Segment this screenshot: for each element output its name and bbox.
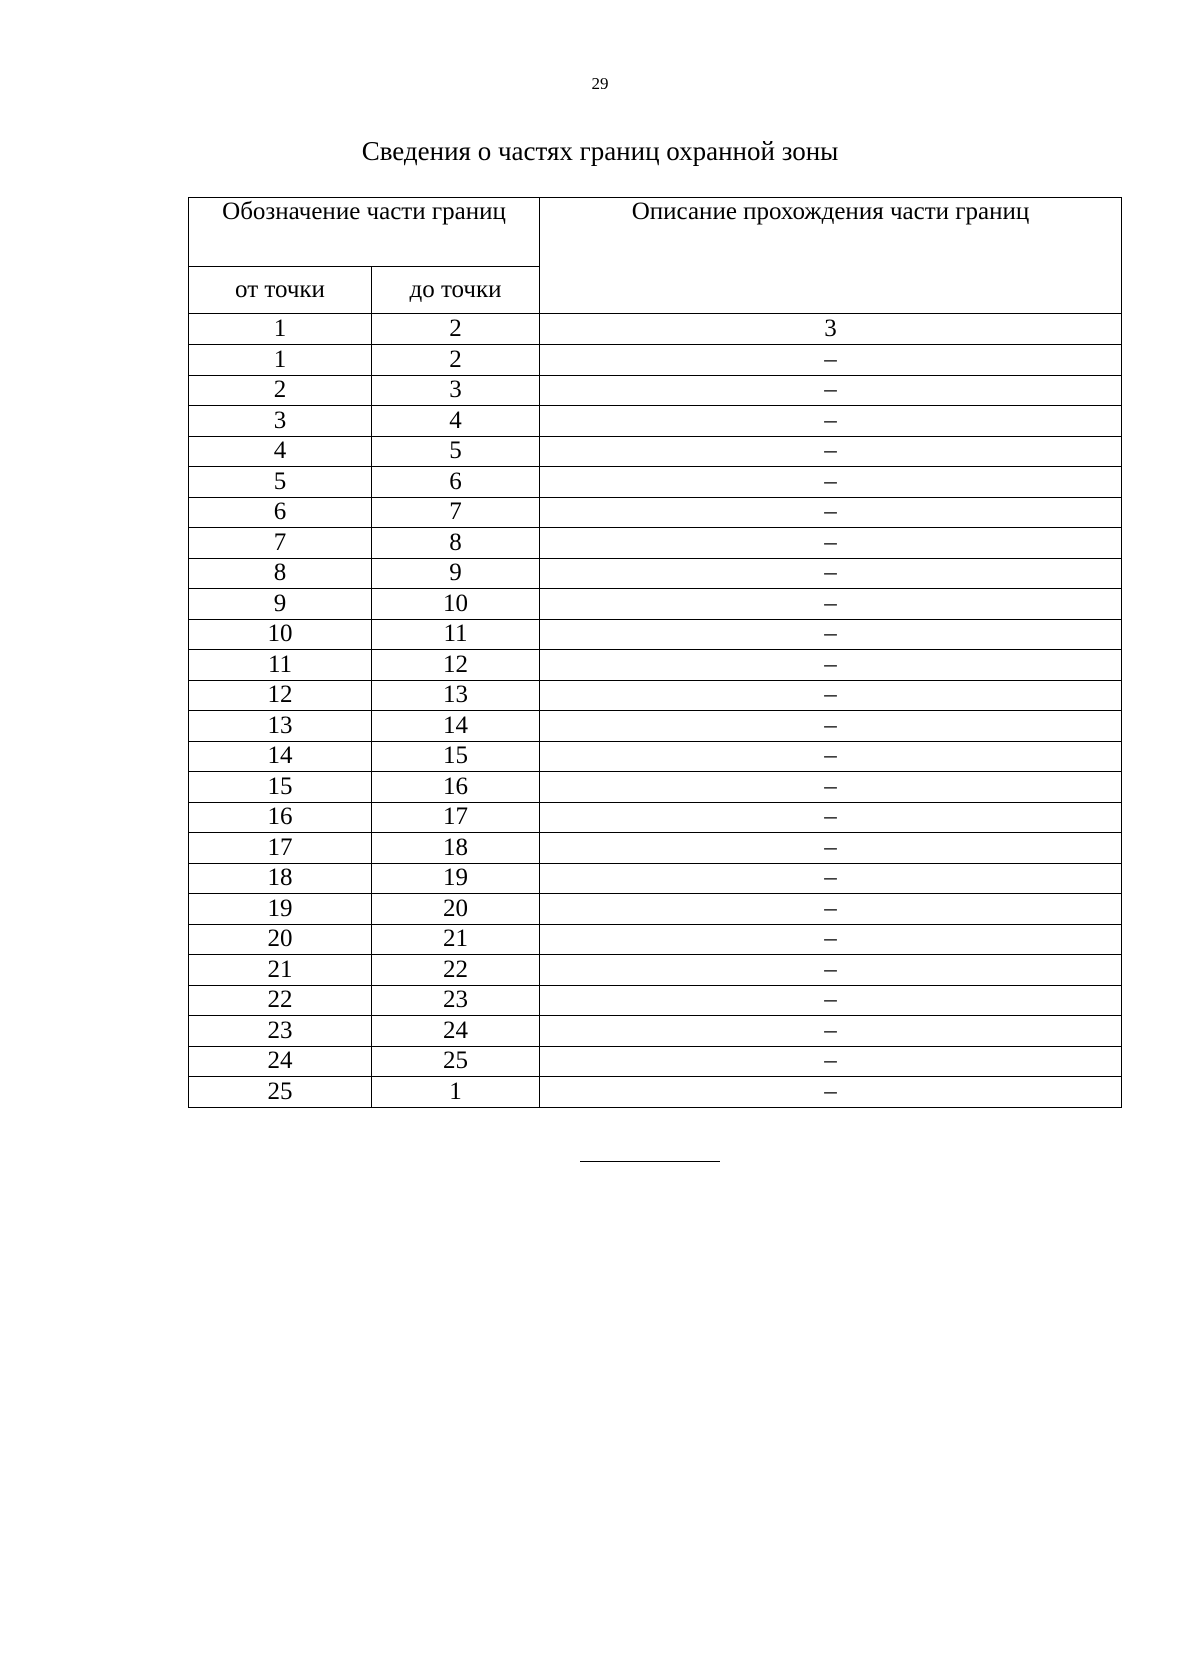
- cell-to: 15: [372, 741, 540, 772]
- cell-desc: –: [540, 375, 1122, 406]
- cell-desc: –: [540, 406, 1122, 437]
- table-row: [189, 589, 1122, 620]
- cell-to: 4: [372, 406, 540, 437]
- cell-to: 19: [372, 863, 540, 894]
- cell-to: 8: [372, 528, 540, 559]
- cell-from: 1: [189, 345, 372, 376]
- cell-from: 18: [189, 863, 372, 894]
- cell-to: 7: [372, 497, 540, 528]
- cell-to: 25: [372, 1046, 540, 1077]
- cell-desc: –: [540, 1046, 1122, 1077]
- cell-desc: –: [540, 528, 1122, 559]
- table-row: [189, 436, 1122, 467]
- table-row: [189, 528, 1122, 559]
- cell-desc: –: [540, 894, 1122, 925]
- header-boundary-designation: Обозначение части границ: [189, 198, 540, 267]
- cell-desc: –: [540, 985, 1122, 1016]
- cell-from: 17: [189, 833, 372, 864]
- cell-desc: –: [540, 589, 1122, 620]
- table-row: [189, 1077, 1122, 1108]
- table-row: [189, 924, 1122, 955]
- table-row: [189, 375, 1122, 406]
- table-row: [189, 406, 1122, 437]
- cell-desc: –: [540, 802, 1122, 833]
- cell-from: 4: [189, 436, 372, 467]
- cell-from: 22: [189, 985, 372, 1016]
- table-row: [189, 497, 1122, 528]
- cell-to: 13: [372, 680, 540, 711]
- table-body: [189, 314, 1122, 1108]
- cell-desc: –: [540, 436, 1122, 467]
- cell-desc: –: [540, 1016, 1122, 1047]
- cell-from: 21: [189, 955, 372, 986]
- table-row: [189, 711, 1122, 742]
- cell-desc: –: [540, 955, 1122, 986]
- cell-desc: –: [540, 772, 1122, 803]
- table-row: [189, 467, 1122, 498]
- cell-to: 24: [372, 1016, 540, 1047]
- cell-to: 11: [372, 619, 540, 650]
- cell-to: 10: [372, 589, 540, 620]
- cell-to: 1: [372, 1077, 540, 1108]
- cell-from: 12: [189, 680, 372, 711]
- cell-to: 20: [372, 894, 540, 925]
- table-row: [189, 680, 1122, 711]
- cell-desc: –: [540, 650, 1122, 681]
- cell-from: 3: [189, 406, 372, 437]
- cell-to: 23: [372, 985, 540, 1016]
- cell-from: 15: [189, 772, 372, 803]
- page-number: 29: [591, 74, 609, 93]
- cell-desc: –: [540, 741, 1122, 772]
- table-row: [189, 863, 1122, 894]
- table-row: [189, 619, 1122, 650]
- cell-to: 16: [372, 772, 540, 803]
- cell-to: 9: [372, 558, 540, 589]
- table-row: [189, 741, 1122, 772]
- table-row: [189, 345, 1122, 376]
- cell-to: 12: [372, 650, 540, 681]
- closing-divider: [580, 1161, 720, 1162]
- cell-to: 22: [372, 955, 540, 986]
- table-row: [189, 1016, 1122, 1047]
- cell-desc: –: [540, 619, 1122, 650]
- table-row: [189, 1046, 1122, 1077]
- cell-desc: –: [540, 924, 1122, 955]
- cell-desc: –: [540, 863, 1122, 894]
- cell-from: 8: [189, 558, 372, 589]
- cell-to: 2: [372, 345, 540, 376]
- cell-desc: –: [540, 680, 1122, 711]
- cell-from: 14: [189, 741, 372, 772]
- cell-desc: –: [540, 558, 1122, 589]
- table-row: [189, 558, 1122, 589]
- table-row: [189, 650, 1122, 681]
- cell-from: 11: [189, 650, 372, 681]
- header-to-point: до точки: [372, 267, 540, 314]
- table-row: [189, 955, 1122, 986]
- cell-desc: –: [540, 1077, 1122, 1108]
- table-row: [189, 833, 1122, 864]
- cell-from: 5: [189, 467, 372, 498]
- header-from-point: от точки: [189, 267, 372, 314]
- cell-to: 18: [372, 833, 540, 864]
- cell-from: 10: [189, 619, 372, 650]
- column-number-3: 3: [540, 314, 1122, 345]
- table-row: [189, 985, 1122, 1016]
- cell-from: 2: [189, 375, 372, 406]
- cell-from: 25: [189, 1077, 372, 1108]
- cell-from: 16: [189, 802, 372, 833]
- cell-from: 19: [189, 894, 372, 925]
- cell-desc: –: [540, 711, 1122, 742]
- page-title: Сведения о частях границ охранной зоны: [361, 136, 839, 166]
- header-boundary-description: Описание прохождения части границ: [540, 198, 1122, 314]
- cell-desc: –: [540, 833, 1122, 864]
- cell-to: 3: [372, 375, 540, 406]
- cell-from: 24: [189, 1046, 372, 1077]
- column-number-1: 1: [189, 314, 372, 345]
- cell-from: 23: [189, 1016, 372, 1047]
- cell-to: 21: [372, 924, 540, 955]
- column-number-row: [189, 314, 1122, 345]
- cell-desc: –: [540, 345, 1122, 376]
- table-row: [189, 802, 1122, 833]
- column-number-2: 2: [372, 314, 540, 345]
- cell-from: 13: [189, 711, 372, 742]
- cell-desc: –: [540, 467, 1122, 498]
- cell-from: 7: [189, 528, 372, 559]
- cell-desc: –: [540, 497, 1122, 528]
- boundary-parts-table: [188, 197, 1122, 1108]
- table-row: [189, 772, 1122, 803]
- cell-to: 5: [372, 436, 540, 467]
- cell-to: 17: [372, 802, 540, 833]
- cell-from: 6: [189, 497, 372, 528]
- cell-to: 6: [372, 467, 540, 498]
- cell-from: 20: [189, 924, 372, 955]
- cell-from: 9: [189, 589, 372, 620]
- table-row: [189, 894, 1122, 925]
- cell-to: 14: [372, 711, 540, 742]
